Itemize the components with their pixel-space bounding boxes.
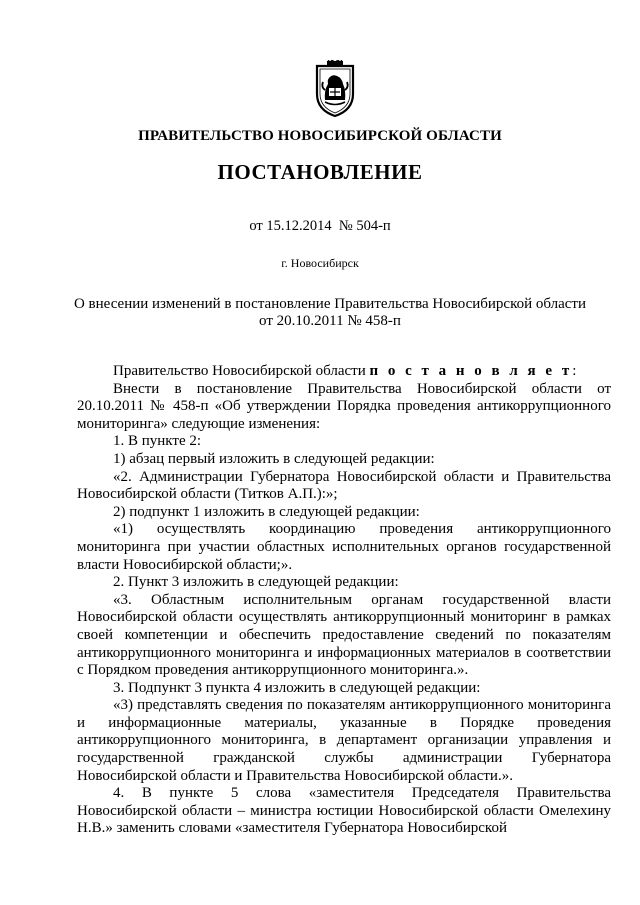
paragraph: Внести в постановление Правительства Новосибирской области от 20.10.2011 № 458-п «Об утверждении Порядка проведения антикоррупционного мониторинга» следующие изменения: [77, 380, 611, 432]
intro-paragraph [77, 363, 611, 381]
novosibirsk-coat-of-arms-icon [311, 60, 359, 118]
paragraph: «2. Администрации Губернатора Новосибирской области и Правительства Новосибирской области (Титков А.П.):»; [77, 468, 611, 503]
document-body [77, 363, 611, 838]
document-date-number [0, 218, 640, 235]
city: г. Новосибирск [281, 256, 359, 270]
paragraph: 2. Пункт 3 изложить в следующей редакции: [113, 574, 399, 591]
document-number: 504-п [356, 218, 391, 234]
paragraph: 1. В пункте 2: [113, 433, 202, 450]
paragraph: 2) подпункт 1 изложить в следующей редакции: [113, 503, 420, 520]
subject-line-1: О внесении изменений в постановление Правительства Новосибирской области [73, 296, 587, 312]
paragraph: «3. Областным исполнительным органам государственной власти Новосибирской области осуществлять антикоррупционный мониторинг в рамках своей компетенции и обеспечить предоставление сведений по показателям антикоррупционного мониторинга и информационных материалов в соответствии с Порядком проведения антикоррупционного мониторинга.». [77, 591, 611, 679]
paragraph: «1) осуществлять координацию проведения антикоррупционного мониторинга при участии областных исполнительных органов государственной власти Новосибирской области;». [77, 521, 611, 573]
paragraph: 1) абзац первый изложить в следующей редакции: [113, 450, 435, 467]
organization-title: ПРАВИТЕЛЬСТВО НОВОСИБИРСКОЙ ОБЛАСТИ [138, 128, 502, 144]
paragraph: «3) представлять сведения по показателям антикоррупционного мониторинга и информационные материалы, указанные в Порядке проведения антикоррупционного мониторинга, в департамент организации управления и государственной гражданской службы администрации Губернатора Новосибирской области и Правительства Новосибирской области.». [77, 697, 611, 784]
paragraph: 3. Подпункт 3 пункта 4 изложить в следующей редакции: [113, 679, 481, 696]
intro-prefix: Правительство Новосибирской области [113, 363, 366, 379]
paragraph: 4. В пункте 5 слова «заместителя Председателя Правительства Новосибирской области – министра юстиции Новосибирской области Омелехину Н.В.» заменить словами «заместителя Губернатора Новосибирской [77, 785, 611, 837]
subject-line-2: от 20.10.2011 № 458-п [259, 313, 401, 329]
document-type-title: ПОСТАНОВЛЕНИЕ [217, 160, 423, 184]
document-subject [60, 296, 600, 330]
number-sign: № [338, 218, 353, 234]
intro-suffix: : [572, 363, 577, 379]
decree-word: п о с т а н о в л я е т [369, 363, 573, 379]
date-prefix: от [249, 218, 263, 234]
document-date: 15.12.2014 [266, 218, 332, 234]
